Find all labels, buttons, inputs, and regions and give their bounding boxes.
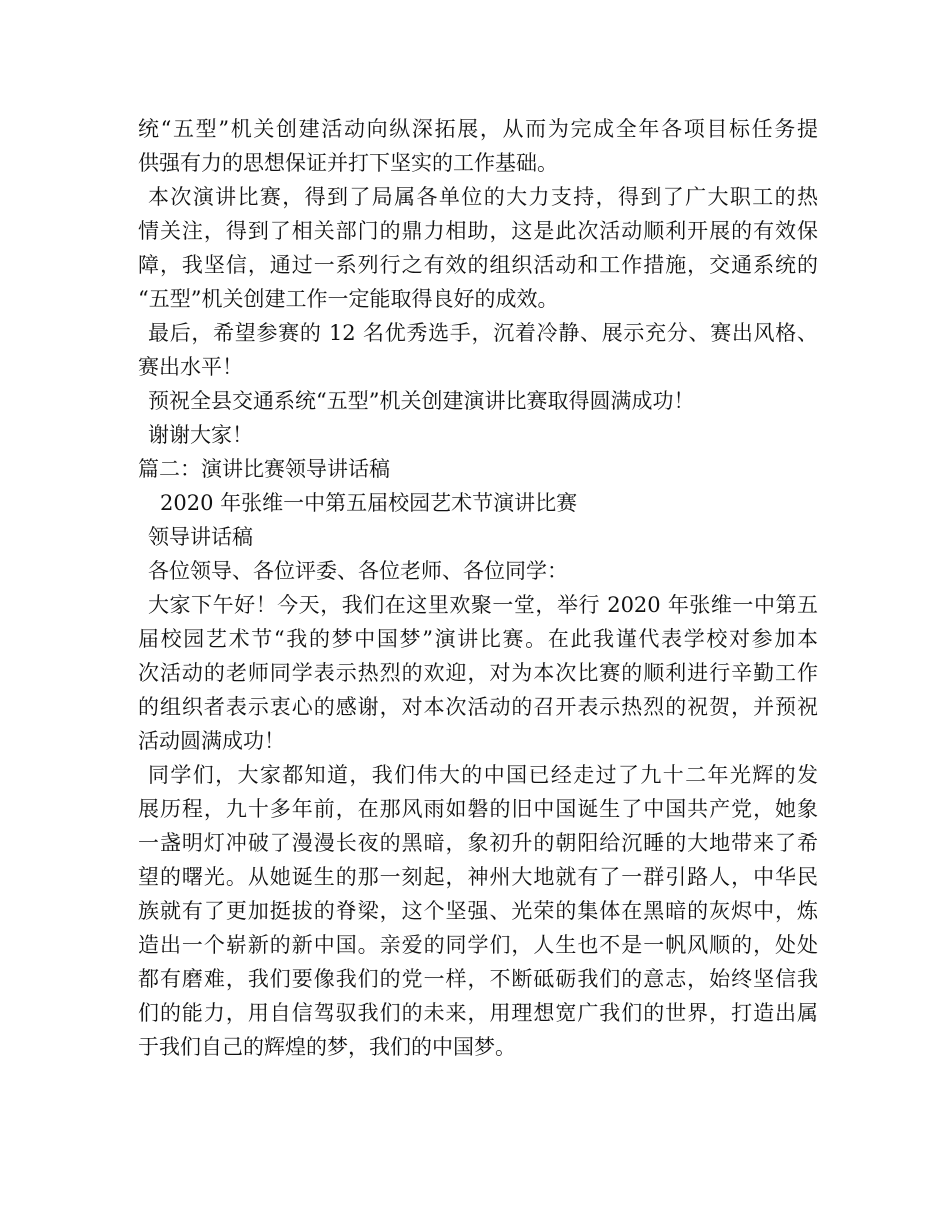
document-page xyxy=(138,112,818,1064)
text-line: 届校园艺术节“我的梦中国梦”演讲比赛。在此我谨代表学校对参加本 xyxy=(138,627,818,651)
text-line: 2020 年张维一中第五届校园艺术节演讲比赛 xyxy=(160,491,578,515)
text-line: 展历程，九十多年前，在那风雨如磐的旧中国诞生了中国共产党，她象 xyxy=(138,797,818,821)
text-line: 情关注，得到了相关部门的鼎力相助，这是此次活动顺利开展的有效保 xyxy=(138,219,818,243)
text-line: 赛出水平！ xyxy=(138,355,243,379)
text-line: 们的能力，用自信驾驭我们的未来，用理想宽广我们的世界，打造出属 xyxy=(138,1001,818,1025)
text-line: 领导讲话稿 xyxy=(148,525,253,549)
text-line: 谢谢大家！ xyxy=(148,423,253,447)
text-line: 一盏明灯冲破了漫漫长夜的黑暗，象初升的朝阳给沉睡的大地带来了希 xyxy=(138,831,818,855)
text-line: 篇二：演讲比赛领导讲话稿 xyxy=(138,457,390,481)
text-line: 障，我坚信，通过一系列行之有效的组织活动和工作措施，交通系统的 xyxy=(138,253,818,277)
text-line: 统“五型”机关创建活动向纵深拓展，从而为完成全年各项目标任务提 xyxy=(138,117,818,141)
text-line: 供强有力的思想保证并打下坚实的工作基础。 xyxy=(138,151,558,175)
text-line: 最后，希望参赛的 12 名优秀选手，沉着冷静、展示充分、赛出风格、 xyxy=(148,321,818,345)
text-line: 望的曙光。从她诞生的那一刻起，神州大地就有了一群引路人，中华民 xyxy=(138,865,818,889)
text-line: 本次演讲比赛，得到了局属各单位的大力支持，得到了广大职工的热 xyxy=(148,185,818,209)
text-line: 造出一个崭新的新中国。亲爱的同学们，人生也不是一帆风顺的，处处 xyxy=(138,933,818,957)
text-line: 族就有了更加挺拔的脊梁，这个坚强、光荣的集体在黑暗的灰烬中，炼 xyxy=(138,899,818,923)
text-line: 次活动的老师同学表示热烈的欢迎，对为本次比赛的顺利进行辛勤工作 xyxy=(138,661,818,685)
text-line: 于我们自己的辉煌的梦，我们的中国梦。 xyxy=(138,1035,516,1059)
text-line: 各位领导、各位评委、各位老师、各位同学： xyxy=(148,559,568,583)
text-line: 活动圆满成功！ xyxy=(138,729,285,753)
text-line: 都有磨难，我们要像我们的党一样，不断砥砺我们的意志，始终坚信我 xyxy=(138,967,818,991)
text-line: “五型”机关创建工作一定能取得良好的成效。 xyxy=(138,287,559,311)
text-line: 的组织者表示衷心的感谢，对本次活动的召开表示热烈的祝贺，并预祝 xyxy=(138,695,818,719)
text-line: 同学们，大家都知道，我们伟大的中国已经走过了九十二年光辉的发 xyxy=(148,763,818,787)
text-line: 大家下午好！今天，我们在这里欢聚一堂，举行 2020 年张维一中第五 xyxy=(148,593,818,617)
text-line: 预祝全县交通系统“五型”机关创建演讲比赛取得圆满成功！ xyxy=(148,389,695,413)
